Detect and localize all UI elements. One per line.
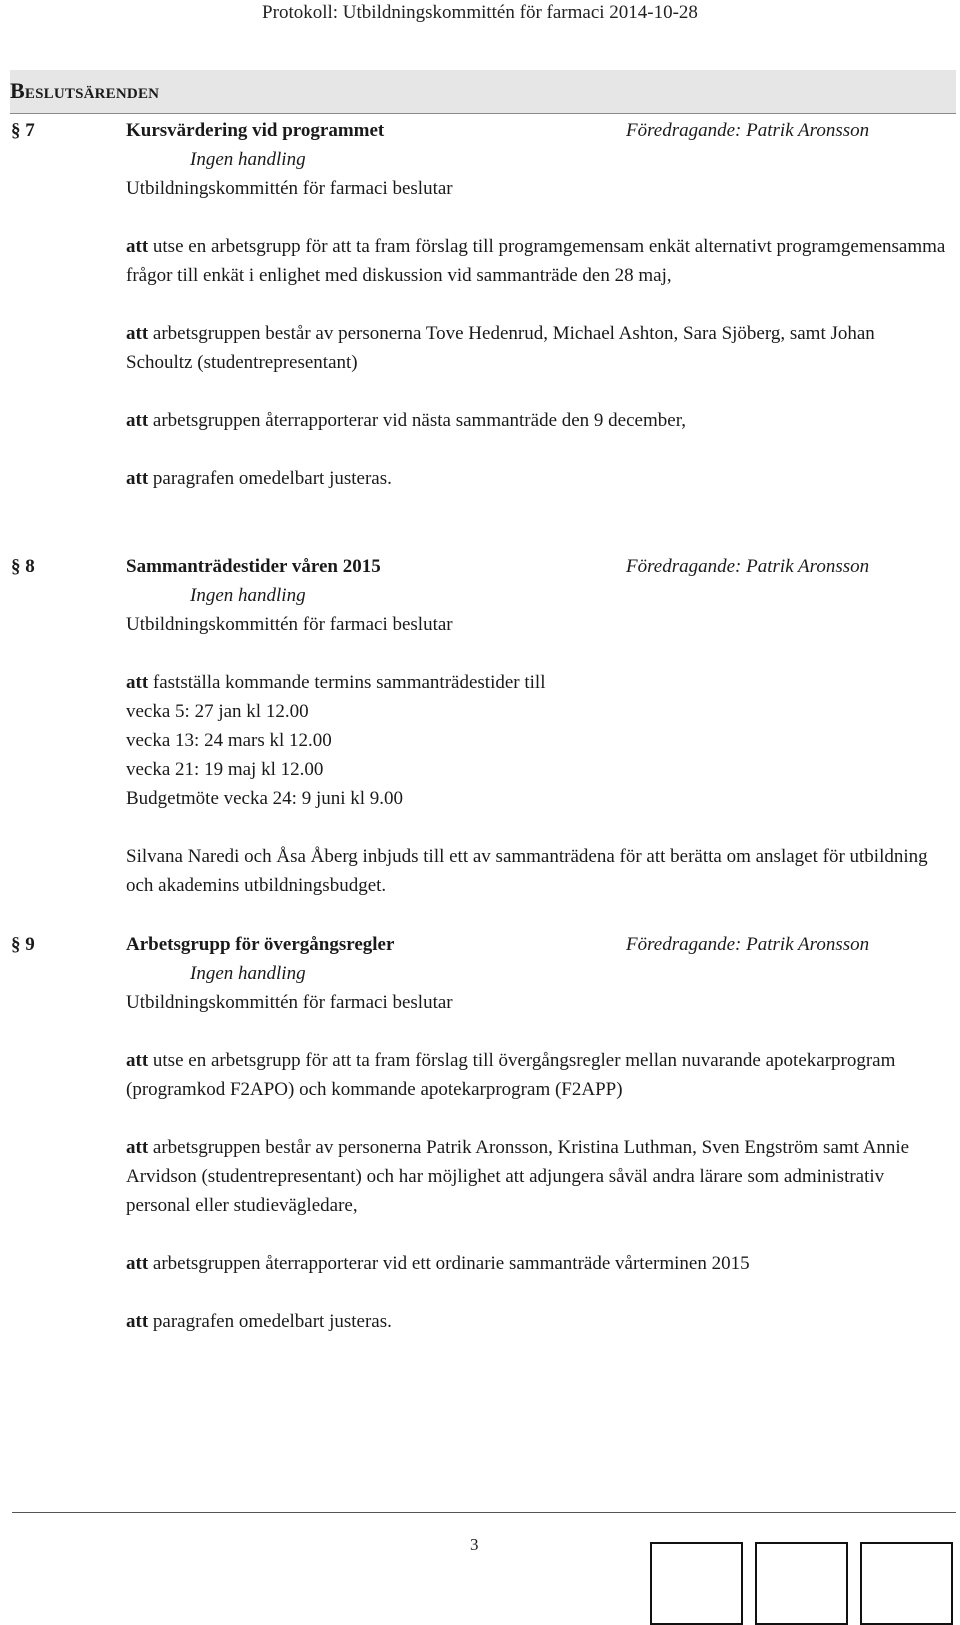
- meeting-date: Budgetmöte vecka 24: 9 juni kl 9.00: [126, 788, 404, 809]
- agenda-item-8: [0, 552, 960, 900]
- signature-box: [860, 1542, 953, 1625]
- decision-lead: att: [126, 1137, 149, 1158]
- meeting-date: vecka 13: 24 mars kl 12.00: [126, 730, 332, 751]
- decision-paragraph: [126, 232, 946, 290]
- decision-lead: att: [126, 1253, 149, 1274]
- decision-text: paragrafen omedelbart justeras.: [148, 468, 392, 489]
- item-number: § 7: [11, 120, 35, 141]
- meeting-date: vecka 5: 27 jan kl 12.00: [126, 701, 309, 722]
- decision-text: arbetsgruppen återrapporterar vid nästa sammanträde den 9 december,: [148, 410, 687, 431]
- signature-box: [650, 1542, 743, 1625]
- decision-paragraph: [126, 668, 946, 697]
- decision-intro: Utbildningskommittén för farmaci beslutar: [126, 614, 453, 635]
- agenda-item-9: [0, 930, 960, 1336]
- item-presenter: Föredragande: Patrik Aronsson: [626, 120, 870, 141]
- decision-lead: att: [126, 236, 149, 257]
- decision-text: paragrafen omedelbart justeras.: [148, 1311, 392, 1332]
- decision-lead: att: [126, 672, 149, 693]
- section-heading-bar: [10, 70, 956, 114]
- decision-lead: att: [126, 468, 149, 489]
- decision-lead: att: [126, 1311, 149, 1332]
- decision-paragraph: [126, 406, 946, 435]
- decision-lead: att: [126, 410, 149, 431]
- item-header: [0, 552, 960, 581]
- section-heading: Beslutsärenden: [10, 78, 160, 103]
- agenda-item-7: [0, 116, 960, 493]
- item-title: Sammanträdestider våren 2015: [126, 556, 381, 577]
- item-number: § 8: [11, 556, 35, 577]
- decision-text: utse en arbetsgrupp för att ta fram förslag till programgemensam enkät alternativt programgemensamma frågor till enkät i enlighet med diskussion vid sammanträde den 28 maj,: [126, 236, 946, 286]
- item-title: Kursvärdering vid programmet: [126, 120, 385, 141]
- item-handling: Ingen handling: [190, 585, 306, 606]
- decision-paragraph: [126, 1249, 946, 1278]
- meeting-date: vecka 21: 19 maj kl 12.00: [126, 759, 324, 780]
- item-header: [0, 930, 960, 959]
- decision-text: arbetsgruppen består av personerna Tove Hedenrud, Michael Ashton, Sara Sjöberg, samt Johan Schoultz (studentrepresentant): [126, 323, 875, 373]
- decision-paragraph: [126, 1133, 946, 1220]
- decision-text: fastställa kommande termins sammanträdestider till: [148, 672, 546, 693]
- item-handling: Ingen handling: [190, 963, 306, 984]
- signature-box: [755, 1542, 848, 1625]
- decision-intro: Utbildningskommittén för farmaci beslutar: [126, 992, 453, 1013]
- item-presenter: Föredragande: Patrik Aronsson: [626, 556, 870, 577]
- running-header: Protokoll: Utbildningskommittén för farmaci 2014-10-28: [262, 2, 698, 23]
- decision-paragraph: [126, 319, 946, 377]
- decision-lead: att: [126, 1050, 149, 1071]
- item-note: Silvana Naredi och Åsa Åberg inbjuds till ett av sammanträdena för att berätta om anslaget för utbildning och akademins utbildningsbudget.: [126, 846, 928, 896]
- item-presenter: Föredragande: Patrik Aronsson: [626, 934, 870, 955]
- item-number: § 9: [11, 934, 35, 955]
- page-number: 3: [470, 1535, 479, 1554]
- decision-paragraph: [126, 1046, 946, 1104]
- decision-text: arbetsgruppen består av personerna Patrik Aronsson, Kristina Luthman, Sven Engström samt Annie Arvidson (studentrepresentant) och har möjlighet att adjungera såväl andra lärare som administrativ personal eller studievägledare,: [126, 1137, 910, 1216]
- item-title: Arbetsgrupp för övergångsregler: [126, 934, 395, 955]
- item-header: [0, 116, 960, 145]
- decision-text: utse en arbetsgrupp för att ta fram förslag till övergångsregler mellan nuvarande apotekarprogram (programkod F2APO) och kommande apotekarprogram (F2APP): [126, 1050, 896, 1100]
- decision-paragraph: [126, 464, 946, 493]
- item-handling: Ingen handling: [190, 149, 306, 170]
- footer-rule: [12, 1512, 956, 1513]
- decision-lead: att: [126, 323, 149, 344]
- decision-intro: Utbildningskommittén för farmaci beslutar: [126, 178, 453, 199]
- decision-text: arbetsgruppen återrapporterar vid ett ordinarie sammanträde vårterminen 2015: [148, 1253, 750, 1274]
- decision-paragraph: [126, 1307, 946, 1336]
